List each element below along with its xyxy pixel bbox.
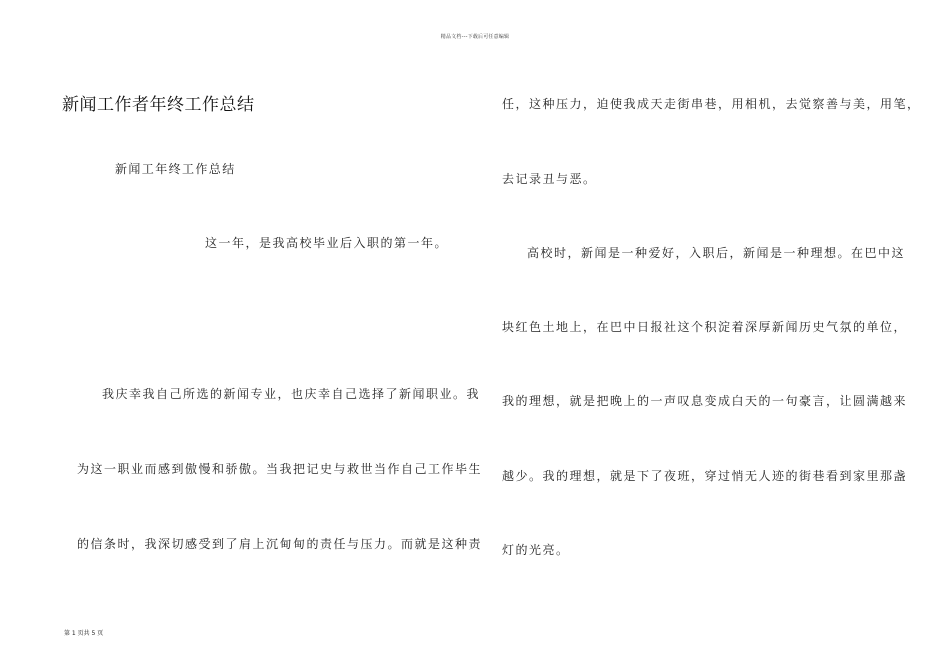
left-column-line: 的信条时，我深切感受到了肩上沉甸甸的责任与压力。而就是这种责 [77,537,483,551]
right-column-line: 去记录丑与恶。 [502,172,597,186]
document-subtitle: 新闻工年终工作总结 [115,162,236,176]
document-title: 新闻工作者年终工作总结 [62,95,255,115]
right-column-line: 任，这种压力，迫使我成天走街串巷，用相机，去觉察善与美，用笔， [502,97,921,111]
right-column-line: 越少。我的理想，就是下了夜班，穿过悄无人迹的街巷看到家里那盏 [502,469,908,483]
header-note: 精品文档---下载后可任意编辑 [440,34,510,40]
right-column-line: 灯的光亮。 [502,543,570,557]
right-column-line: 高校时，新闻是一种爱好，入职后，新闻是一种理想。在巴中这 [527,246,906,260]
left-column-line: 为这一职业而感到傲慢和骄傲。当我把记史与救世当作自己工作毕生 [77,462,483,476]
page-number: 第 1 页共 5 页 [64,630,104,637]
left-column-line: 我庆幸我自己所选的新闻专业，也庆幸自己选择了新闻职业。我 [102,387,481,401]
right-column-line: 块红色土地上，在巴中日报社这个积淀着深厚新闻历史气氛的单位， [502,320,908,334]
right-column-line: 我的理想，就是把晚上的一声叹息变成白天的一句豪言，让圆满越来 [502,394,908,408]
left-column-line: 这一年，是我高校毕业后入职的第一年。 [205,236,449,250]
